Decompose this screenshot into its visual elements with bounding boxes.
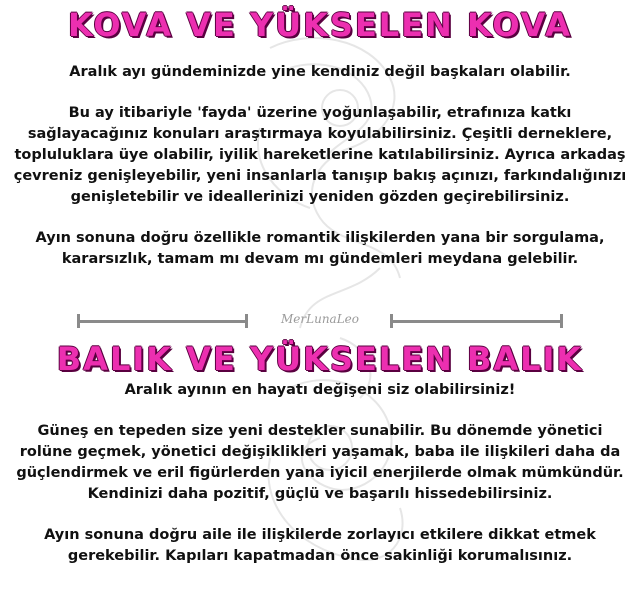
paragraph: Bu ay itibariyle 'fayda' üzerine yoğunlaşabilir, etrafınıza katkı sağlayacağınız konuları araştırmaya koyulabilirsiniz. Çeşitli derneklere, topluluklara üye olabilir, iyilik hareketlerine katılabilirsiniz. Ayrıca arkadaş çevreniz genişleyebilir, yeni insanlarla tanışıp bakış açınızı, farkındalığınızı genişletebilir ve ideallerinizi yeniden gözden geçirebilirsiniz. — [13, 105, 627, 205]
section-kova — [0, 6, 640, 270]
section-title: KOVA VE YÜKSELEN KOVA — [67, 6, 573, 44]
paragraph: Aralık ayı gündeminizde yine kendiniz değil başkaları olabilir. — [69, 64, 571, 80]
divider-cap — [245, 314, 248, 328]
paragraph: Aralık ayının en hayatı değişeni siz olabilirsiniz! — [124, 382, 516, 398]
divider-cap — [560, 314, 563, 328]
section-divider — [0, 308, 640, 336]
section-balik — [0, 340, 640, 567]
paragraph: Güneş en tepeden size yeni destekler sunabilir. Bu dönemde yönetici rolüne geçmek, yönetici değişiklikleri yaşamak, baba ile ilişkileri daha da güçlendirmek ve eril figürlerden yana iyicil enerjilerde olmak mümkündür. Kendinizi daha pozitif, güçlü ve başarılı hissedebilirsiniz. — [16, 423, 624, 502]
divider-line-left — [77, 320, 247, 323]
paragraph: Ayın sonuna doğru aile ile ilişkilerde zorlayıcı etkilere dikkat etmek gerekebilir. Kapıları kapatmadan önce sakinliği korumalısınız. — [44, 527, 596, 564]
section-title: BALIK VE YÜKSELEN BALIK — [56, 340, 584, 378]
divider-line-right — [390, 320, 562, 323]
signature: MerLunaLeo — [281, 312, 359, 326]
paragraph: Ayın sonuna doğru özellikle romantik ilişkilerden yana bir sorgulama, kararsızlık, tamam mı devam mı gündemleri meydana gelebilir. — [35, 230, 605, 267]
